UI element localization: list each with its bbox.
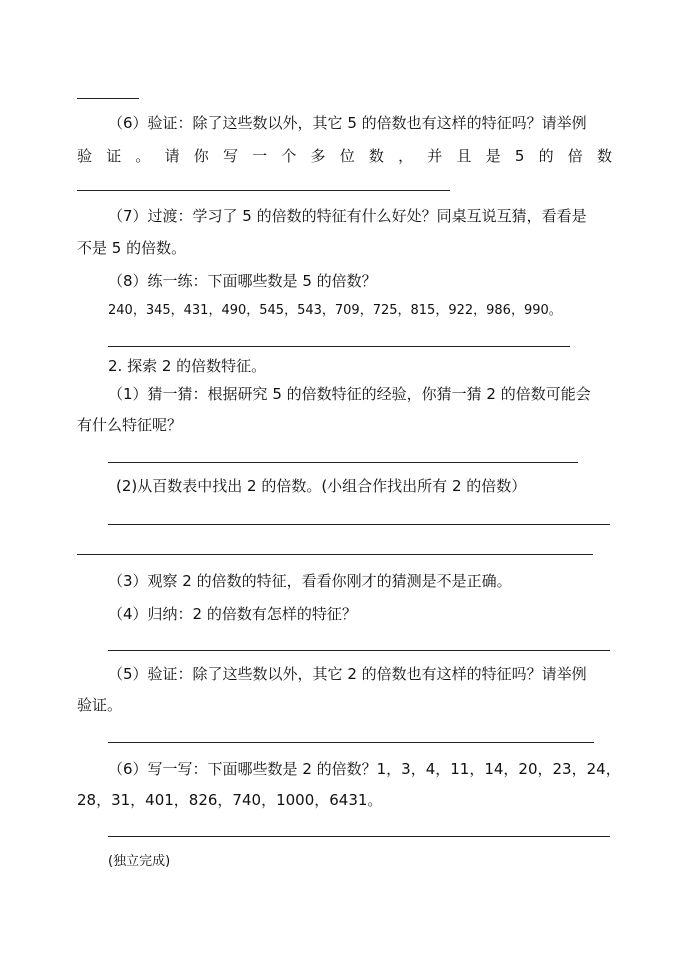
answer-line	[108, 836, 610, 837]
answer-line	[108, 524, 610, 525]
item-1-guess: （1）猜一猜：根据研究 5 的倍数特征的经验，你猜一猜 2 的倍数可能会	[108, 385, 591, 403]
practice-numbers: 240，345，431，490，545，543，709，725，815，922，986，990。	[108, 303, 562, 318]
item-8-practice: （8）练一练：下面哪些数是 5 的倍数？	[108, 272, 377, 290]
item-6-write: （6）写一写：下面哪些数是 2 的倍数？1，3，4，11，14，20，23，24，	[108, 760, 621, 778]
independent-note: (独立完成)	[108, 854, 171, 869]
item-7-transition: （7）过渡：学习了 5 的倍数的特征有什么好处？同桌互说互猜，看看是	[108, 207, 587, 225]
answer-line	[77, 98, 139, 99]
answer-line	[77, 190, 450, 191]
item-5-verify-2-cont: 验证。	[77, 696, 123, 714]
item-2-find: (2)从百数表中找出 2 的倍数。(小组合作找出所有 2 的倍数）	[116, 477, 527, 495]
answer-line	[108, 650, 610, 651]
item-3-observe: （3）观察 2 的倍数的特征，看看你刚才的猜测是不是正确。	[108, 572, 512, 590]
item-4-summarize: （4）归纳：2 的倍数有怎样的特征？	[108, 605, 357, 623]
item-5-verify-2: （5）验证：除了这些数以外，其它 2 的倍数也有这样的特征吗？请举例	[108, 665, 587, 683]
answer-line	[108, 346, 570, 347]
item-7-transition-cont: 不是 5 的倍数。	[77, 239, 187, 257]
answer-line	[108, 462, 578, 463]
item-6-verify-5: （6）验证：除了这些数以外，其它 5 的倍数也有这样的特征吗？请举例	[108, 114, 587, 132]
item-1-guess-cont: 有什么特征呢？	[77, 416, 183, 434]
item-6-write-cont: 28，31，401，826，740，1000，6431。	[77, 791, 383, 809]
item-6-verify-5-cont: 验证。请你写一个多位数，并且是5的倍数	[77, 147, 612, 165]
section-2-heading: 2. 探索 2 的倍数特征。	[108, 357, 267, 375]
answer-line	[108, 742, 594, 743]
answer-line	[77, 554, 593, 555]
